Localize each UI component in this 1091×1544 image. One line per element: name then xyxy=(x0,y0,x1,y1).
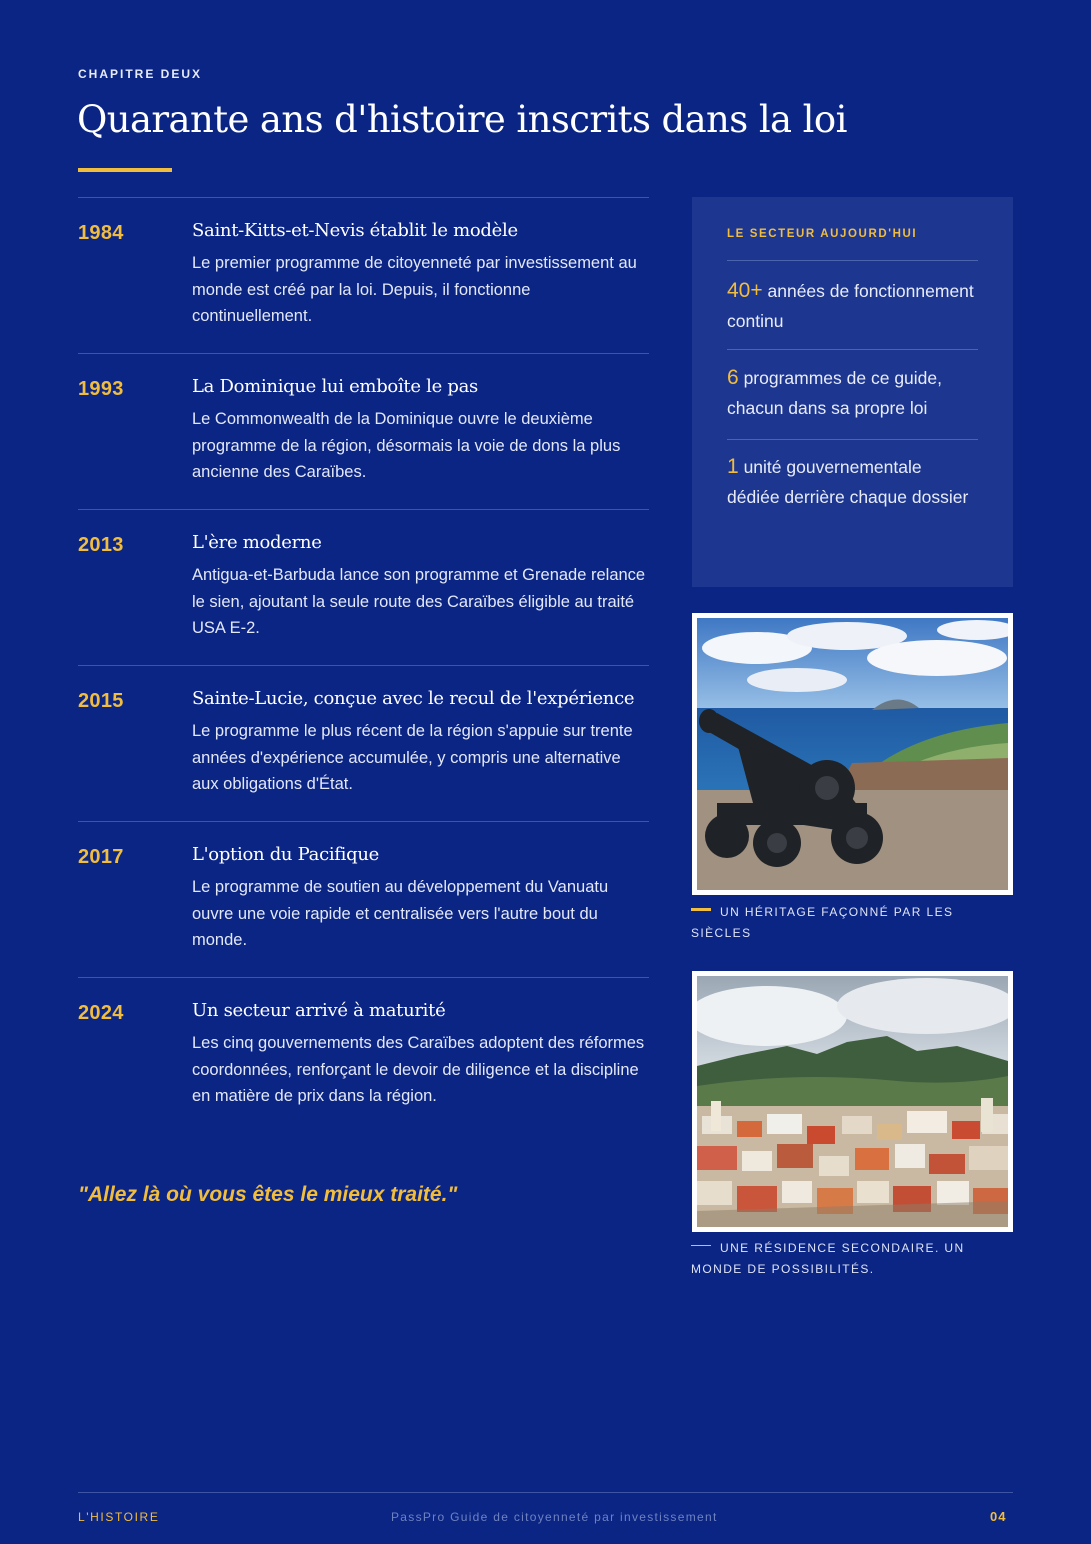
cannon-photo xyxy=(692,613,1013,895)
footer-publication: PassPro Guide de citoyenneté par investissement xyxy=(391,1510,718,1524)
timeline-entry-1993 xyxy=(78,353,649,509)
photo-caption: UNE RÉSIDENCE SECONDAIRE. UN MONDE DE POSSIBILITÉS. xyxy=(691,1241,965,1276)
footer-divider xyxy=(78,1492,1013,1493)
stat-item xyxy=(727,439,978,512)
page-title: Quarante ans d'histoire inscrits dans la loi xyxy=(77,98,847,141)
stat-text: années de fonctionnement continu xyxy=(727,281,974,331)
town-photo xyxy=(692,971,1013,1232)
pull-quote: "Allez là où vous êtes le mieux traité." xyxy=(78,1183,458,1206)
stat-number: 6 xyxy=(727,366,739,389)
timeline-body: Le programme le plus récent de la région s'appuie sur trente années d'expérience accumulée, y compris une alternative aux obligations d'État. xyxy=(192,722,633,793)
caption-dash xyxy=(691,908,711,911)
stat-number: 40+ xyxy=(727,279,763,302)
timeline-entry-2013 xyxy=(78,509,649,665)
timeline-entry-2015 xyxy=(78,665,649,821)
timeline-heading: Sainte-Lucie, conçue avec le recul de l'expérience xyxy=(192,688,635,709)
timeline-year: 2013 xyxy=(78,534,124,556)
chapter-eyebrow: CHAPITRE DEUX xyxy=(78,67,203,81)
sector-label: LE SECTEUR AUJOURD'HUI xyxy=(727,228,918,240)
stat-number: 1 xyxy=(727,455,739,478)
timeline-year: 1993 xyxy=(78,378,124,400)
timeline-entry-2017 xyxy=(78,821,649,977)
timeline-entry-2024 xyxy=(78,977,649,1158)
timeline-heading: Un secteur arrivé à maturité xyxy=(192,1000,446,1021)
timeline-body: Le programme de soutien au développement du Vanuatu ouvre une voie rapide et centralisée vers l'autre bout du monde. xyxy=(192,878,609,949)
timeline-body: Le Commonwealth de la Dominique ouvre le deuxième programme de la région, désormais la voie de dons la plus ancienne des Caraïbes. xyxy=(192,410,621,481)
timeline-heading: L'option du Pacifique xyxy=(192,844,379,865)
footer-section-label: L'HISTOIRE xyxy=(78,1510,160,1524)
title-underline xyxy=(78,168,172,172)
photo-caption: UN HÉRITAGE FAÇONNÉ PAR LES SIÈCLES xyxy=(691,905,954,940)
page-number: 04 xyxy=(990,1509,1007,1524)
timeline-heading: La Dominique lui emboîte le pas xyxy=(192,376,478,397)
cannon-fortress-image xyxy=(697,618,1008,890)
stat-item xyxy=(727,260,978,336)
timeline-year: 2017 xyxy=(78,846,124,868)
timeline-year: 2015 xyxy=(78,690,124,712)
timeline-body: Les cinq gouvernements des Caraïbes adoptent des réformes coordonnées, renforçant le devoir de diligence et la discipline en matière de prix dans la région. xyxy=(192,1034,645,1105)
timeline-year: 1984 xyxy=(78,222,124,244)
hillside-town-image xyxy=(697,976,1008,1227)
timeline-year: 2024 xyxy=(78,1002,124,1024)
timeline-heading: Saint-Kitts-et-Nevis établit le modèle xyxy=(192,220,518,241)
stat-item xyxy=(727,349,978,423)
timeline-entry-1984 xyxy=(78,197,649,353)
stat-text: unité gouvernementale dédiée derrière chaque dossier xyxy=(727,457,969,507)
timeline-heading: L'ère moderne xyxy=(192,532,322,553)
timeline-body: Le premier programme de citoyenneté par investissement au monde est créé par la loi. Depuis, il fonctionne continuellement. xyxy=(192,254,637,325)
sector-panel xyxy=(692,197,1013,587)
timeline xyxy=(78,197,649,1158)
timeline-body: Antigua-et-Barbuda lance son programme et Grenade relance le sien, ajoutant la seule route des Caraïbes éligible au traité USA E-2. xyxy=(192,566,646,637)
caption-dash xyxy=(691,1245,711,1246)
stat-text: programmes de ce guide, chacun dans sa propre loi xyxy=(727,368,943,418)
